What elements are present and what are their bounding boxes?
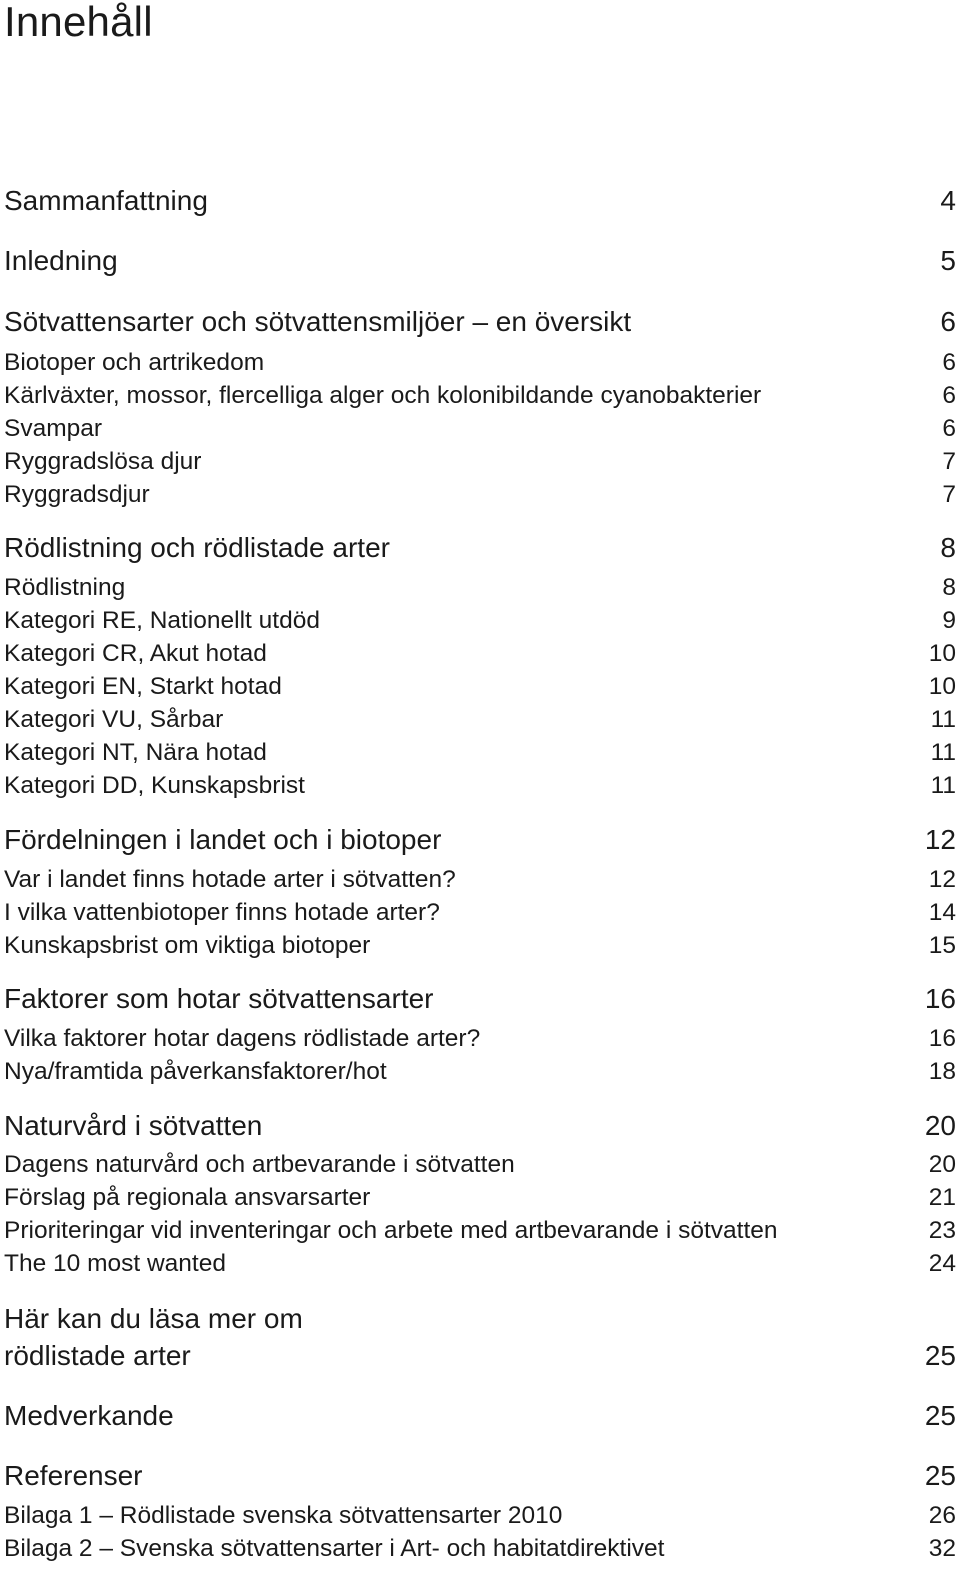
toc-entry-page: 10 (928, 673, 956, 700)
toc-entry-page: 25 (924, 1460, 956, 1491)
toc-entry-page: 16 (928, 1025, 956, 1052)
toc-entry-label: Kategori VU, Sårbar (4, 706, 224, 733)
toc-entry-page: 11 (930, 772, 956, 799)
toc-entry-page: 11 (930, 706, 956, 733)
page-title: Innehåll (4, 0, 153, 45)
toc-entry-page: 11 (930, 739, 956, 766)
toc-entry-page: 6 (942, 382, 956, 409)
toc-subentry[interactable] (4, 736, 956, 769)
toc-entry-label: Var i landet finns hotade arter i sötvatten? (4, 866, 456, 893)
toc-entry[interactable] (4, 1457, 956, 1495)
toc-entry-label: Medverkande (4, 1400, 174, 1431)
toc-entry-label: Kärlväxter, mossor, flercelliga alger och kolonibildande cyanobakterier (4, 382, 762, 409)
toc-entry[interactable] (4, 980, 956, 1018)
toc-subentry[interactable] (4, 637, 956, 670)
toc-entry-label: Kategori EN, Starkt hotad (4, 673, 282, 700)
toc-entry-label: Biotoper och artrikedom (4, 349, 265, 376)
toc-entry-label-line: Här kan du läsa mer om (4, 1303, 303, 1334)
toc-entry-label: Inledning (4, 245, 118, 276)
toc-entry-label: Bilaga 2 – Svenska sötvattensarter i Art- och habitatdirektivet (4, 1535, 665, 1562)
toc-entry-page: 23 (928, 1217, 956, 1244)
toc-entry-page: 25 (924, 1340, 956, 1371)
toc-entry[interactable] (4, 821, 956, 859)
toc-entry-page: 26 (928, 1502, 956, 1529)
toc-entry-label: Kategori RE, Nationellt utdöd (4, 607, 320, 634)
toc-entry-label: Vilka faktorer hotar dagens rödlistade arter? (4, 1025, 481, 1052)
toc-entry-label: Referenser (4, 1460, 143, 1491)
toc-entry-page: 8 (942, 574, 956, 601)
toc-entry-label: Kunskapsbrist om viktiga biotoper (4, 932, 371, 959)
toc-subentry[interactable] (4, 412, 956, 445)
toc-subentry[interactable] (4, 604, 956, 637)
toc-entry-label: Sammanfattning (4, 185, 208, 216)
toc-entry-page: 4 (940, 185, 956, 216)
toc-subentry[interactable] (4, 571, 956, 604)
toc-entry-label: Kategori NT, Nära hotad (4, 739, 267, 766)
toc-entry-label: Kategori DD, Kunskapsbrist (4, 772, 305, 799)
toc-subentry[interactable] (4, 1499, 956, 1532)
toc-entry-label: Rödlistning och rödlistade arter (4, 532, 390, 563)
toc-entry-page: 18 (928, 1058, 956, 1085)
toc-entry-page: 14 (928, 899, 956, 926)
toc-entry-page: 20 (924, 1110, 956, 1141)
toc-entry[interactable] (4, 529, 956, 567)
toc-entry-label: I vilka vattenbiotoper finns hotade arter? (4, 899, 440, 926)
toc-entry-page: 32 (928, 1535, 956, 1562)
toc-entry-page: 12 (928, 866, 956, 893)
toc-entry-page: 8 (940, 532, 956, 563)
toc-entry-page: 7 (942, 481, 956, 508)
toc-entry[interactable] (4, 242, 956, 280)
toc-entry[interactable] (4, 1300, 956, 1374)
toc-entry-label: Faktorer som hotar sötvattensarter (4, 983, 434, 1014)
toc-subentry[interactable] (4, 670, 956, 703)
toc-entry-label: Sötvattensarter och sötvattensmiljöer – en översikt (4, 306, 632, 337)
toc-subentry[interactable] (4, 1055, 956, 1088)
toc-subentry[interactable] (4, 1022, 956, 1055)
toc-entry-label: Nya/framtida påverkansfaktorer/hot (4, 1058, 387, 1085)
toc-subentry[interactable] (4, 769, 956, 802)
toc-subentry[interactable] (4, 896, 956, 929)
toc-entry-page: 6 (942, 349, 956, 376)
toc-entry-label: The 10 most wanted (4, 1250, 226, 1277)
toc-subentry[interactable] (4, 863, 956, 896)
toc-subentry[interactable] (4, 445, 956, 478)
toc-entry-page: 10 (928, 640, 956, 667)
toc-entry[interactable] (4, 1107, 956, 1145)
toc-subentry[interactable] (4, 1214, 956, 1247)
toc-entry-page: 16 (924, 983, 956, 1014)
toc-entry-label: Prioriteringar vid inventeringar och arbete med artbevarande i sötvatten (4, 1217, 778, 1244)
toc-entry[interactable] (4, 182, 956, 220)
toc-entry-page: 20 (928, 1151, 956, 1178)
toc-entry-page: 7 (942, 448, 956, 475)
toc-entry[interactable] (4, 1397, 956, 1435)
toc-entry-label: Rödlistning (4, 574, 126, 601)
toc-entry-page: 21 (928, 1184, 956, 1211)
toc-subentry[interactable] (4, 1247, 956, 1280)
toc-entry-label: Bilaga 1 – Rödlistade svenska sötvattensarter 2010 (4, 1502, 563, 1529)
toc-subentry[interactable] (4, 1148, 956, 1181)
toc-entry-label: Förslag på regionala ansvarsarter (4, 1184, 371, 1211)
toc-entry-page: 6 (940, 306, 956, 337)
toc-entry-label: Naturvård i sötvatten (4, 1110, 263, 1141)
toc-entry-label: Ryggradsdjur (4, 481, 150, 508)
toc-entry-label: Ryggradslösa djur (4, 448, 202, 475)
toc-entry-label: Kategori CR, Akut hotad (4, 640, 267, 667)
toc-entry-label: Dagens naturvård och artbevarande i sötvatten (4, 1151, 515, 1178)
toc-entry-page: 25 (924, 1400, 956, 1431)
toc-subentry[interactable] (4, 379, 956, 412)
toc-entry[interactable] (4, 303, 956, 341)
toc-subentry[interactable] (4, 929, 956, 962)
toc-entry-page: 12 (924, 824, 956, 855)
toc-entry-label: Svampar (4, 415, 103, 442)
toc-entry-label: Fördelningen i landet och i biotoper (4, 824, 442, 855)
toc-subentry[interactable] (4, 1181, 956, 1214)
toc-subentry[interactable] (4, 346, 956, 379)
toc-subentry[interactable] (4, 478, 956, 511)
toc-entry-page: 15 (928, 932, 956, 959)
toc-entry-page: 9 (942, 607, 956, 634)
toc-subentry[interactable] (4, 703, 956, 736)
toc-entry-page: 24 (928, 1250, 956, 1277)
toc-subentry[interactable] (4, 1532, 956, 1565)
toc-entry-label-line: rödlistade arter (4, 1340, 191, 1371)
toc-entry-page: 6 (942, 415, 956, 442)
toc-entry-label (4, 1300, 303, 1374)
toc-entry-page: 5 (940, 245, 956, 276)
